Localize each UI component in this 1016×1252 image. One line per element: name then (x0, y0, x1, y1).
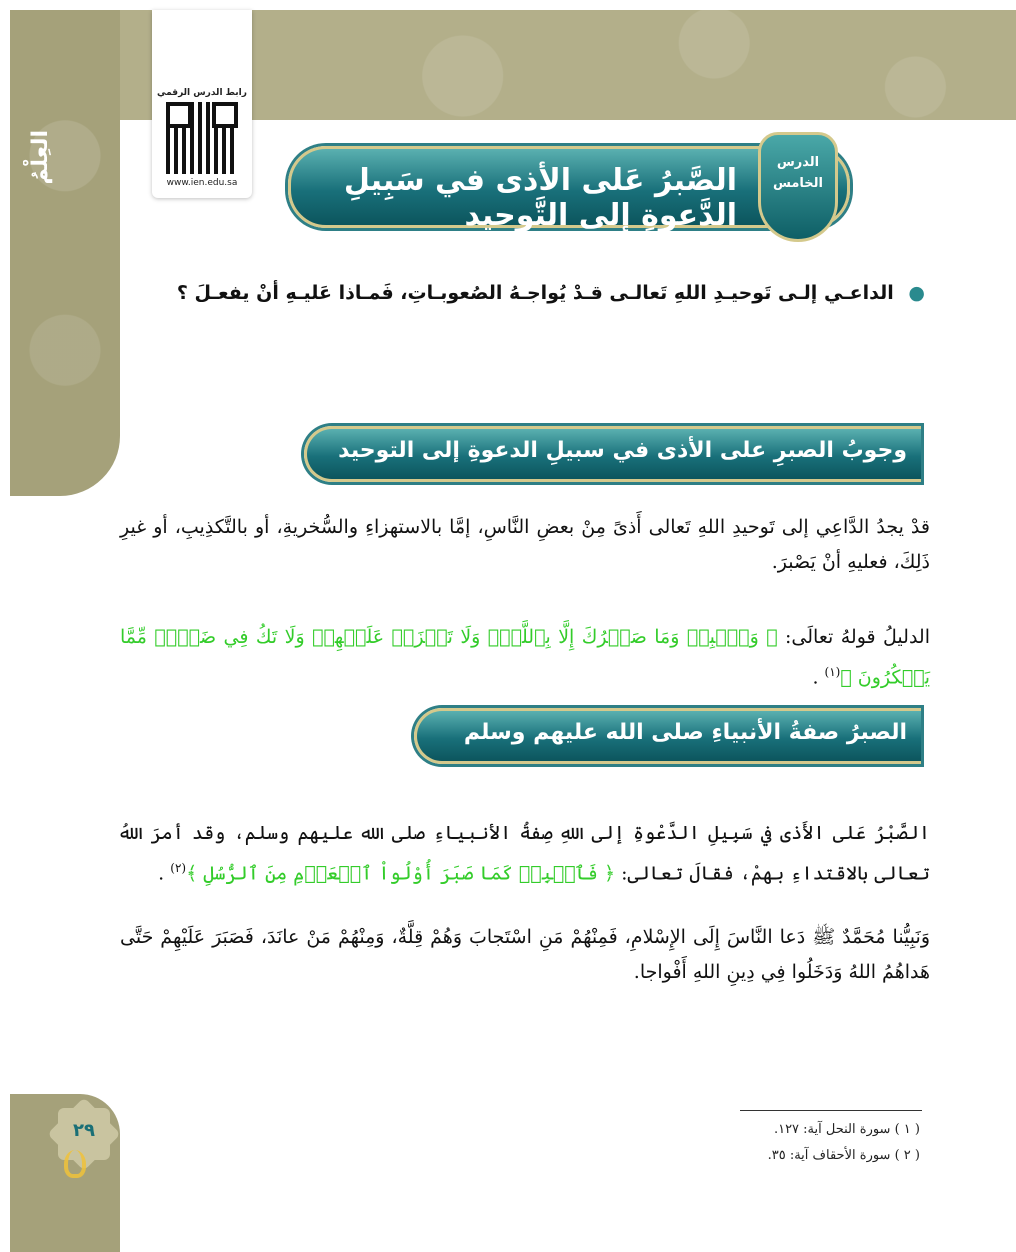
intro-question (120, 282, 925, 304)
section2-text: الصَّبْرُ عَلى الأَذى في سَبِيلِ الدَّعْوةِ إلى اللهِ صِفةُ الأنبياءِ صلى الله عليهم وسلم، وقد أمرَ اللهُ تعالى بالاقتداءِ بهمْ، فقالَ تعالى: (120, 822, 930, 885)
quran-verse-2: ﴿ فَٱصۡبِرۡ كَمَا صَبَرَ أُوْلُواْ ٱلۡعَزۡمِ مِنَ ٱلرُّسُلِ ﴾ (186, 862, 616, 885)
subject-label: العِلْمُ (28, 130, 53, 185)
footnote-ref-1: (١) (824, 665, 841, 679)
footnote-1: ( ١ ) سورة النحل آية: ١٢٧. (773, 1122, 920, 1137)
footnote-2: ( ٢ ) سورة الأحقاف آية: ٣٥. (767, 1148, 920, 1163)
section1-paragraph: قدْ يجدُ الدَّاعِي إلى تَوحيدِ اللهِ تَعالى أَذىً مِنْ بعضِ النَّاسِ، إمَّا بالاستهزاءِ والسُّخريةِ، أو بالتَّكذِيبِ، أو غيرِ ذَلِكَ، فعليهِ أنْ يَصْبرَ. (120, 516, 930, 573)
qr-url[interactable]: www.ien.edu.sa (166, 178, 238, 188)
side-band (10, 10, 120, 496)
lesson-badge-line2: الخامس (772, 176, 823, 191)
qr-caption: رابط الدرس الرقمي (157, 88, 247, 98)
section2-paragraph-2: وَنَبِيُّنا مُحَمَّدٌ ﷺ دَعا النَّاسَ إِلَى الإِسْلامِ، فَمِنْهُمْ مَنِ اسْتَجابَ وَهُمْ قِلَّةٌ، وَمِنْهُمْ مَنْ عانَدَ، فَصَبَرَ عَلَيْهِمْ حَتَّى هَداهُمُ اللهُ وَدَخَلُوا فِي دِينِ اللهِ أَفْواجا. (120, 926, 930, 983)
section1-evidence: الدليلُ قولهُ تعالَى: ﴿ وَٱصۡبِرۡ وَمَا صَبۡرُكَ إِلَّا بِٱللَّهِۚ وَلَا تَحۡزَنۡ عَلَيۡهِمۡ وَلَا تَكُ فِي ضَيۡقٖ مِّمَّا يَمۡكُرُونَ ﴾$^{(١)}$ . (120, 626, 930, 689)
qr-code-icon[interactable] (166, 102, 238, 174)
footnote-ref-2: (٢) (170, 861, 187, 875)
section-title-1: وجوبُ الصبرِ على الأذى في سبيلِ الدعوةِ إلى التوحيد (338, 438, 907, 463)
evidence-intro: الدليلُ قولهُ تعالَى: (777, 626, 930, 648)
page-number: ٢٩ (73, 1120, 95, 1141)
lesson-badge (758, 132, 838, 242)
lesson-badge-line1: الدرس (776, 155, 820, 170)
section-title-2: الصبرُ صفةُ الأنبياءِ صلى الله عليهم وسلم (463, 720, 907, 745)
qr-card[interactable] (152, 10, 252, 198)
section-banner-1 (304, 426, 921, 482)
section2-paragraph: الصَّبْرُ عَلى الأَذى في سَبِيلِ الدَّعْوةِ إلى اللهِ صِفةُ الأنبياءِ صلى الله عليهم وسلم، وقد أمرَ اللهُ تعالى بالاقتداءِ بهمْ، فقالَ تعالى: ﴿ فَٱصۡبِرۡ كَمَا صَبَرَ أُوْلُواْ ٱلۡعَزۡمِ مِنَ ٱلرُّسُلِ ﴾$^{(٢)}$ . (120, 822, 930, 885)
quran-verse-1: ﴿ وَٱصۡبِرۡ وَمَا صَبۡرُكَ إِلَّا بِٱللَّهِۚ وَلَا تَحۡزَنۡ عَلَيۡهِمۡ وَلَا تَكُ فِي ضَيۡقٖ مِّمَّا يَمۡكُرُونَ ﴾ (120, 626, 930, 689)
bullet-icon: ● (908, 282, 925, 304)
lesson-title: الصَّبرُ عَلى الأذى في سَبِيلِ الدَّعوةِ إلى التَّوحيد (343, 163, 737, 233)
intro-question-text: الداعـي إلـى تَوحيـدِ اللهِ تَعالـى قـدْ يُواجـهُ الصُعوبـاتِ، فَمـاذا عَليـهِ أنْ يفعـلَ ؟ (176, 282, 894, 304)
section-banner-2 (414, 708, 921, 764)
logo-icon (64, 1150, 86, 1178)
footnote-divider (740, 1110, 922, 1111)
